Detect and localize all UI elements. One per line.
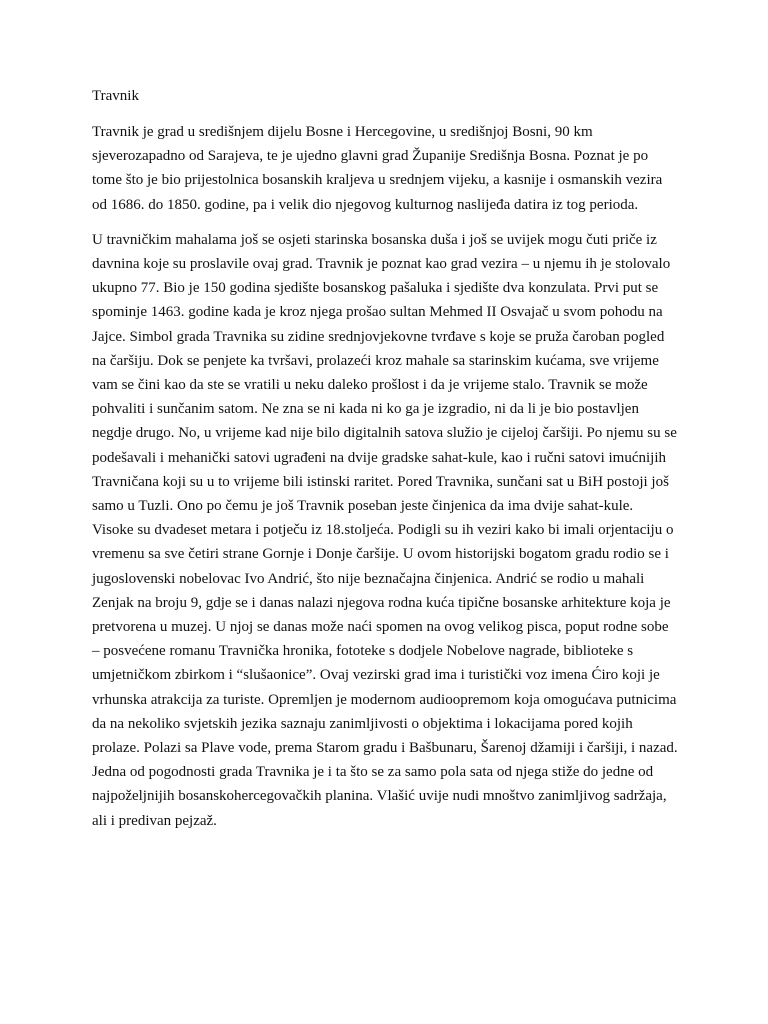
paragraph-intro: Travnik je grad u središnjem dijelu Bosne i Hercegovine, u središnjoj Bosni, 90 km sjeverozapadno od Sarajeva, te je ujedno glavni grad Županije Središnja Bosna. Poznat je po tome što je bio prijestolnica bosanskih kraljeva u srednjem vijeku, a kasnije i osmanskih vezira od 1686. do 1850. godine, pa i velik dio njegovog kulturnog naslijeđa datira iz tog perioda. [92, 124, 663, 213]
document-title: Travnik [92, 88, 139, 104]
paragraph-history: U travničkim mahalama još se osjeti starinska bosanska duša i još se uvijek mogu čuti priče iz davnina koje su proslavile ovaj grad. Travnik je poznat kao grad vezira – u njemu ih je stolovalo ukupno 77. Bio je 150 godina sjedište bosanskog pašaluka i sjedište dva konzulata. Prvi put se spominje 1463. godine kada je kroz njega prošao sultan Mehmed II Osvajač u svom pohodu na Jajce. Simbol grada Travnika su zidine srednjovjekovne tvrđave s koje se pruža čaroban pogled na čaršiju. Dok se penjete ka tvršavi, prolazeći kroz mahale sa starinskim kućama, sve vrijeme vam se čini kao da ste se vratili u neku daleko prošlost i da je vrijeme stalo. Travnik se može pohvaliti i sunčanim satom. Ne zna se ni kada ni ko ga je izgradio, ni da li je bio postavljen negdje drugo. No, u vrijeme kad nije bilo digitalnih satova služio je cijeloj čaršiji. Po njemu su se podešavali i mehanički satovi ugrađeni na dvije gradske sahat-kule, kao i ručni satovi imućnijih Travničana koji su u to vrijeme bili istinski raritet. Pored Travnika, sunčani sat u BiH postoji još samo u Tuzli. Ono po čemu je još Travnik poseban jeste činjenica da ima dvije sahat-kule. Visoke su dvadeset metara i potječu iz 18.stoljeća. Podigli su ih veziri kako bi imali orjentaciju o vremenu sa sve četiri strane Gornje i Donje čaršije. U ovom historijski bogatom gradu rodio se i jugoslovenski nobelovac Ivo Andrić, što nije beznačajna činjenica. Andrić se rodio u mahali Zenjak na broju 9, gdje se i danas nalazi njegova rodna kuća tipične bosanske arhitekture koja je pretvorena u muzej. U njoj se danas može naći spomen na ovog velikog pisca, poput rodne sobe – posvećene romanu Travnička hronika, fototeke s dodjele Nobelove nagrade, biblioteke s umjetničkom zbirkom i “slušaonice”. Ovaj vezirski grad ima i turistički voz imena Ćiro koji je vrhunska atrakcija za turiste. Opremljen je modernom audioopremom koja omogućava putnicima da na nekoliko svjetskih jezika saznaju zanimljivosti o objektima i lokacijama pored kojih prolaze. Polazi sa Plave vode, prema Starom gradu i Bašbunaru, Šarenoj džamiji i čaršiji, i nazad. Jedna od pogodnosti grada Travnika je i ta što se za samo pola sata od njega stiže do jedne od najpoželjnijih bosanskohercegovačkih planina. Vlašić uvije nudi mnoštvo zanimljivog sadržaja, ali i predivan pejzaž. [92, 231, 678, 829]
document-body [92, 84, 678, 844]
